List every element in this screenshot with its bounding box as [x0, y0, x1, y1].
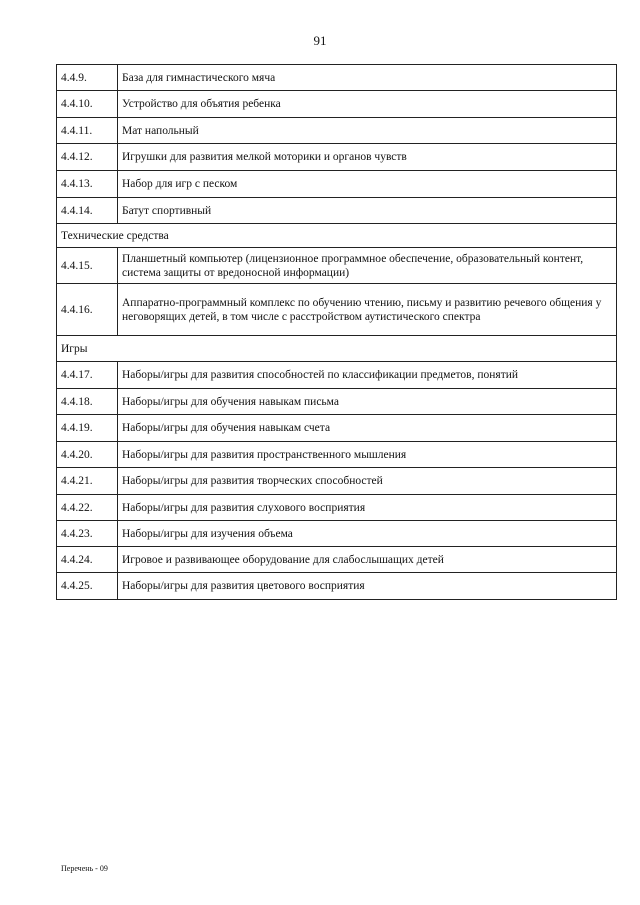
- table-row: [57, 521, 617, 547]
- item-number: 4.4.25.: [57, 573, 118, 600]
- equipment-table: [56, 64, 617, 600]
- item-description: База для гимнастического мяча: [118, 65, 617, 91]
- table-row: [57, 65, 617, 91]
- table-row: [57, 198, 617, 224]
- item-description: Мат напольный: [118, 118, 617, 144]
- item-number: 4.4.17.: [57, 362, 118, 389]
- item-number: 4.4.15.: [57, 248, 118, 284]
- table-row: [57, 362, 617, 389]
- table-row: [57, 118, 617, 144]
- section-row: [57, 224, 617, 248]
- table-row: [57, 248, 617, 284]
- item-description: Наборы/игры для развития цветового восприятия: [118, 573, 617, 600]
- item-number: 4.4.21.: [57, 468, 118, 495]
- item-number: 4.4.22.: [57, 495, 118, 521]
- table-row: [57, 144, 617, 171]
- item-description: Наборы/игры для развития пространственного мышления: [118, 442, 617, 468]
- item-number: 4.4.19.: [57, 415, 118, 442]
- item-description: Наборы/игры для развития слухового восприятия: [118, 495, 617, 521]
- item-description: Игрушки для развития мелкой моторики и органов чувств: [118, 144, 617, 171]
- section-title: Технические средства: [57, 224, 617, 248]
- item-number: 4.4.18.: [57, 389, 118, 415]
- item-description: Наборы/игры для обучения навыкам письма: [118, 389, 617, 415]
- item-number: 4.4.16.: [57, 284, 118, 336]
- table-row: [57, 171, 617, 198]
- item-number: 4.4.10.: [57, 91, 118, 118]
- item-number: 4.4.9.: [57, 65, 118, 91]
- footer-label: Перечень - 09: [61, 864, 108, 873]
- item-number: 4.4.24.: [57, 547, 118, 573]
- table-row: [57, 284, 617, 336]
- item-number: 4.4.13.: [57, 171, 118, 198]
- table-row: [57, 415, 617, 442]
- item-description: Аппаратно-программный комплекс по обучению чтению, письму и развитию речевого общения у неговорящих детей, в том числе с расстройством аутистического спектра: [118, 284, 617, 336]
- item-number: 4.4.20.: [57, 442, 118, 468]
- table-row: [57, 389, 617, 415]
- item-description: Наборы/игры для развития творческих способностей: [118, 468, 617, 495]
- item-description: Батут спортивный: [118, 198, 617, 224]
- item-description: Наборы/игры для развития способностей по классификации предметов, понятий: [118, 362, 617, 389]
- item-number: 4.4.12.: [57, 144, 118, 171]
- table-row: [57, 573, 617, 600]
- table-row: [57, 91, 617, 118]
- item-number: 4.4.14.: [57, 198, 118, 224]
- item-number: 4.4.11.: [57, 118, 118, 144]
- item-description: Набор для игр с песком: [118, 171, 617, 198]
- item-description: Устройство для объятия ребенка: [118, 91, 617, 118]
- item-description: Игровое и развивающее оборудование для слабослышащих детей: [118, 547, 617, 573]
- section-row: [57, 336, 617, 362]
- equipment-table-body: [57, 65, 617, 600]
- section-title: Игры: [57, 336, 617, 362]
- item-description: Наборы/игры для обучения навыкам счета: [118, 415, 617, 442]
- table-row: [57, 468, 617, 495]
- item-description: Наборы/игры для изучения объема: [118, 521, 617, 547]
- table-row: [57, 442, 617, 468]
- page-number: 91: [313, 33, 327, 48]
- table-row: [57, 495, 617, 521]
- item-description: Планшетный компьютер (лицензионное программное обеспечение, образовательный контент, система защиты от вредоносной информации): [118, 248, 617, 284]
- item-number: 4.4.23.: [57, 521, 118, 547]
- table-row: [57, 547, 617, 573]
